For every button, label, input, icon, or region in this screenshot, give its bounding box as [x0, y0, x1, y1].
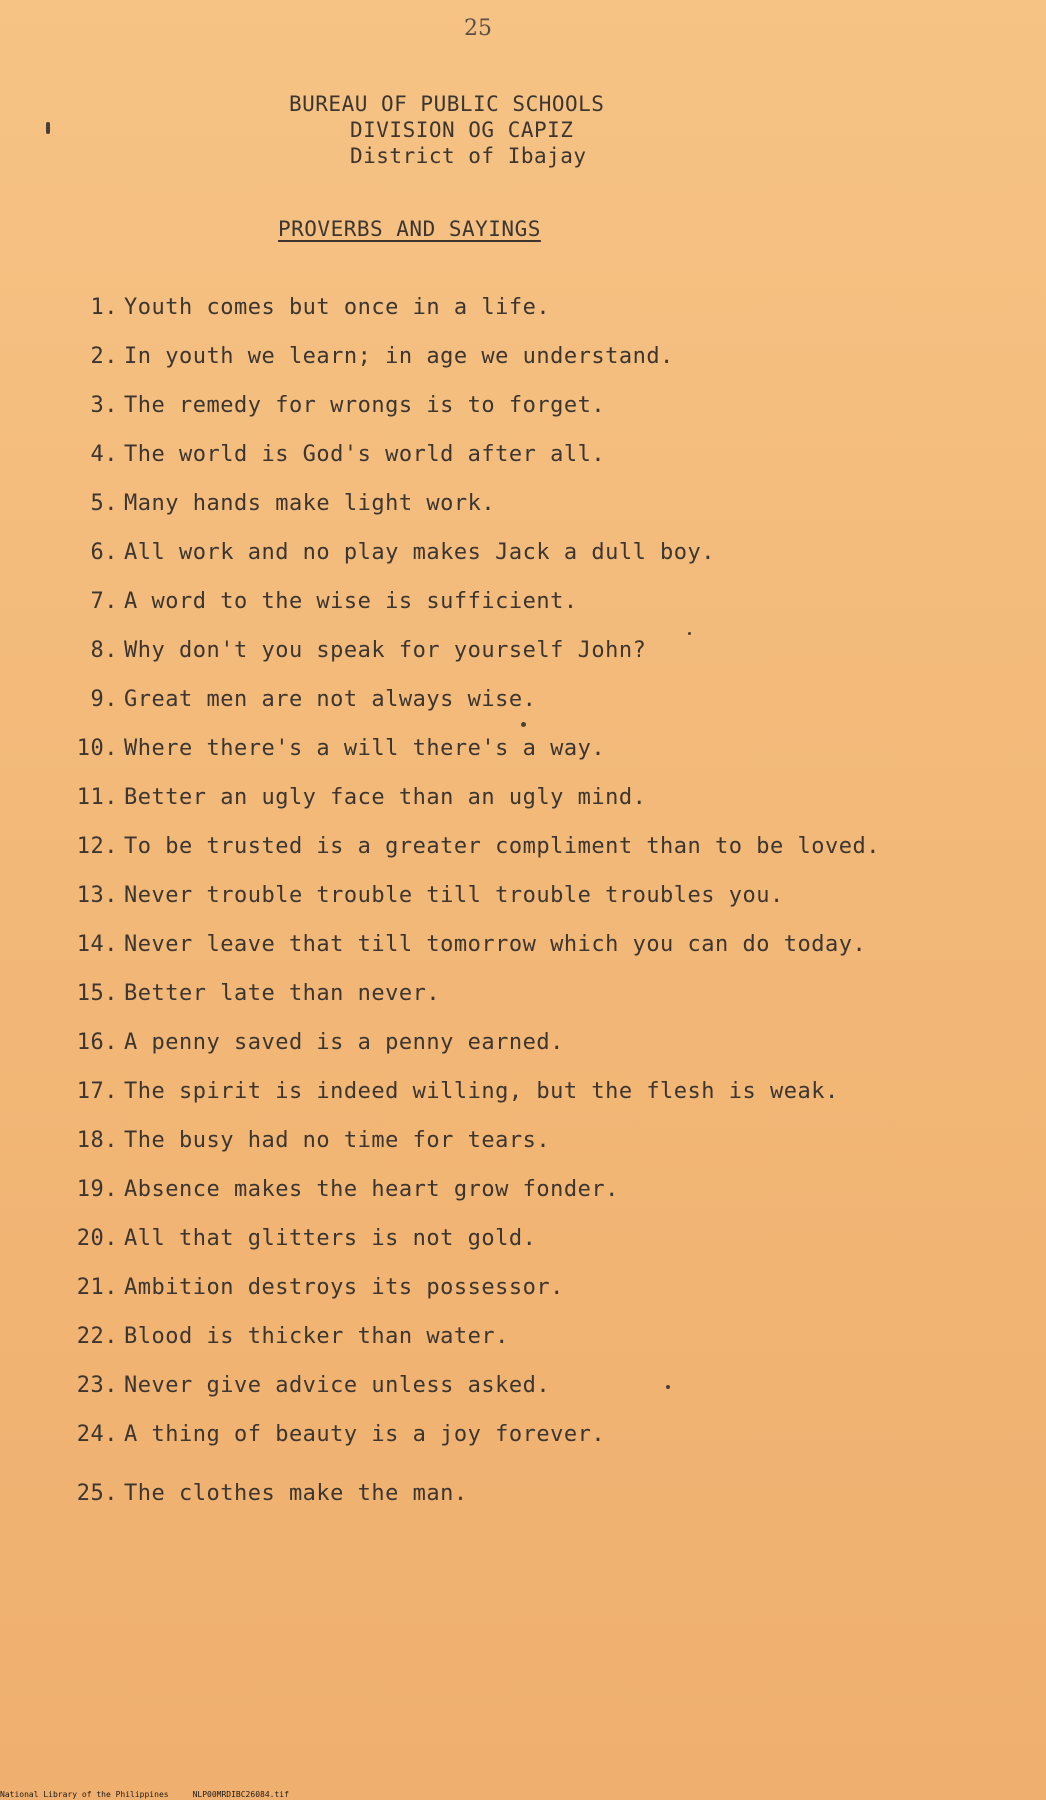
proverb-number: 4.	[90, 442, 118, 467]
proverb-text: Great men are not always wise.	[124, 687, 537, 712]
proverb-text: Ambition destroys its possessor.	[124, 1275, 564, 1300]
proverb-item	[50, 1277, 1000, 1299]
proverb-number: 18.	[76, 1128, 118, 1153]
margin-mark	[46, 122, 50, 134]
proverb-text: The spirit is indeed willing, but the flesh is weak.	[124, 1079, 839, 1104]
proverb-number: 13.	[76, 883, 118, 908]
proverb-text: Never give advice unless asked.	[124, 1373, 551, 1398]
proverb-text: A word to the wise is sufficient.	[124, 589, 578, 614]
proverb-item	[50, 591, 1000, 613]
proverb-number: 8.	[90, 638, 118, 663]
proverb-item	[50, 1326, 1000, 1348]
archive-footer	[0, 1790, 289, 1799]
header-division: DIVISION OG CAPIZ	[350, 118, 574, 142]
proverb-item	[50, 738, 1000, 760]
proverb-number: 7.	[90, 589, 118, 614]
proverb-item	[50, 297, 1000, 319]
proverb-number: 21.	[76, 1275, 118, 1300]
proverb-item	[50, 983, 1000, 1005]
footer-file-id: NLP00MRDIBC26084.tif	[192, 1790, 289, 1799]
proverb-item	[50, 444, 1000, 466]
proverb-number: 2.	[90, 344, 118, 369]
proverb-item	[50, 934, 1000, 956]
proverb-text: Blood is thicker than water.	[124, 1324, 509, 1349]
proverb-number: 25.	[76, 1481, 118, 1506]
proverb-text: All that glitters is not gold.	[124, 1226, 537, 1251]
proverb-number: 10.	[76, 736, 118, 761]
proverb-text: A thing of beauty is a joy forever.	[124, 1422, 606, 1447]
document-title: PROVERBS AND SAYINGS	[278, 217, 541, 241]
proverb-item	[50, 395, 1000, 417]
proverb-number: 14.	[76, 932, 118, 957]
proverb-item	[50, 542, 1000, 564]
proverb-number: 16.	[76, 1030, 118, 1055]
proverb-text: Youth comes but once in a life.	[124, 295, 551, 320]
proverb-item	[50, 1483, 1000, 1505]
proverb-text: To be trusted is a greater compliment than to be loved.	[124, 834, 880, 859]
proverb-number: 20.	[76, 1226, 118, 1251]
proverb-number: 15.	[76, 981, 118, 1006]
proverb-number: 22.	[76, 1324, 118, 1349]
proverb-item	[50, 493, 1000, 515]
proverb-text: The world is God's world after all.	[124, 442, 606, 467]
proverb-text: The remedy for wrongs is to forget.	[124, 393, 606, 418]
proverb-text: In youth we learn; in age we understand.	[124, 344, 674, 369]
proverb-number: 19.	[76, 1177, 118, 1202]
proverb-item	[50, 1424, 1000, 1446]
proverb-text: Absence makes the heart grow fonder.	[124, 1177, 619, 1202]
proverb-number: 17.	[76, 1079, 118, 1104]
proverb-item	[50, 1130, 1000, 1152]
proverb-text: Why don't you speak for yourself John?	[124, 638, 647, 663]
proverb-text: All work and no play makes Jack a dull boy.	[124, 540, 716, 565]
proverb-text: Better late than never.	[124, 981, 441, 1006]
proverb-item	[50, 689, 1000, 711]
proverb-number: 23.	[76, 1373, 118, 1398]
proverb-item	[50, 346, 1000, 368]
proverb-item	[50, 1081, 1000, 1103]
proverb-text: The clothes make the man.	[124, 1481, 468, 1506]
stray-dot	[666, 1385, 670, 1389]
proverb-text: Never leave that till tomorrow which you can do today.	[124, 932, 867, 957]
proverb-number: 12.	[76, 834, 118, 859]
proverb-item	[50, 1179, 1000, 1201]
header-bureau: BUREAU OF PUBLIC SCHOOLS	[289, 92, 605, 116]
proverb-item	[50, 1228, 1000, 1250]
proverb-item	[50, 836, 1000, 858]
page-number: 25	[464, 16, 492, 41]
proverb-number: 1.	[90, 295, 118, 320]
proverb-number: 9.	[90, 687, 118, 712]
proverb-number: 11.	[76, 785, 118, 810]
proverb-text: A penny saved is a penny earned.	[124, 1030, 564, 1055]
proverb-text: Never trouble trouble till trouble troubles you.	[124, 883, 784, 908]
footer-source: National Library of the Philippines	[0, 1790, 169, 1799]
proverb-text: Many hands make light work.	[124, 491, 496, 516]
proverb-text: Where there's a will there's a way.	[124, 736, 606, 761]
proverb-number: 5.	[90, 491, 118, 516]
stray-dot	[521, 722, 526, 727]
proverb-number: 6.	[90, 540, 118, 565]
proverb-item	[50, 1032, 1000, 1054]
proverb-item	[50, 885, 1000, 907]
proverb-text: The busy had no time for tears.	[124, 1128, 551, 1153]
proverb-item	[50, 787, 1000, 809]
proverb-number: 24.	[76, 1422, 118, 1447]
proverb-item	[50, 1375, 1000, 1397]
proverb-item	[50, 640, 1000, 662]
stray-dot	[688, 632, 691, 635]
header-district: District of Ibajay	[350, 144, 587, 168]
proverb-number: 3.	[90, 393, 118, 418]
proverb-text: Better an ugly face than an ugly mind.	[124, 785, 647, 810]
